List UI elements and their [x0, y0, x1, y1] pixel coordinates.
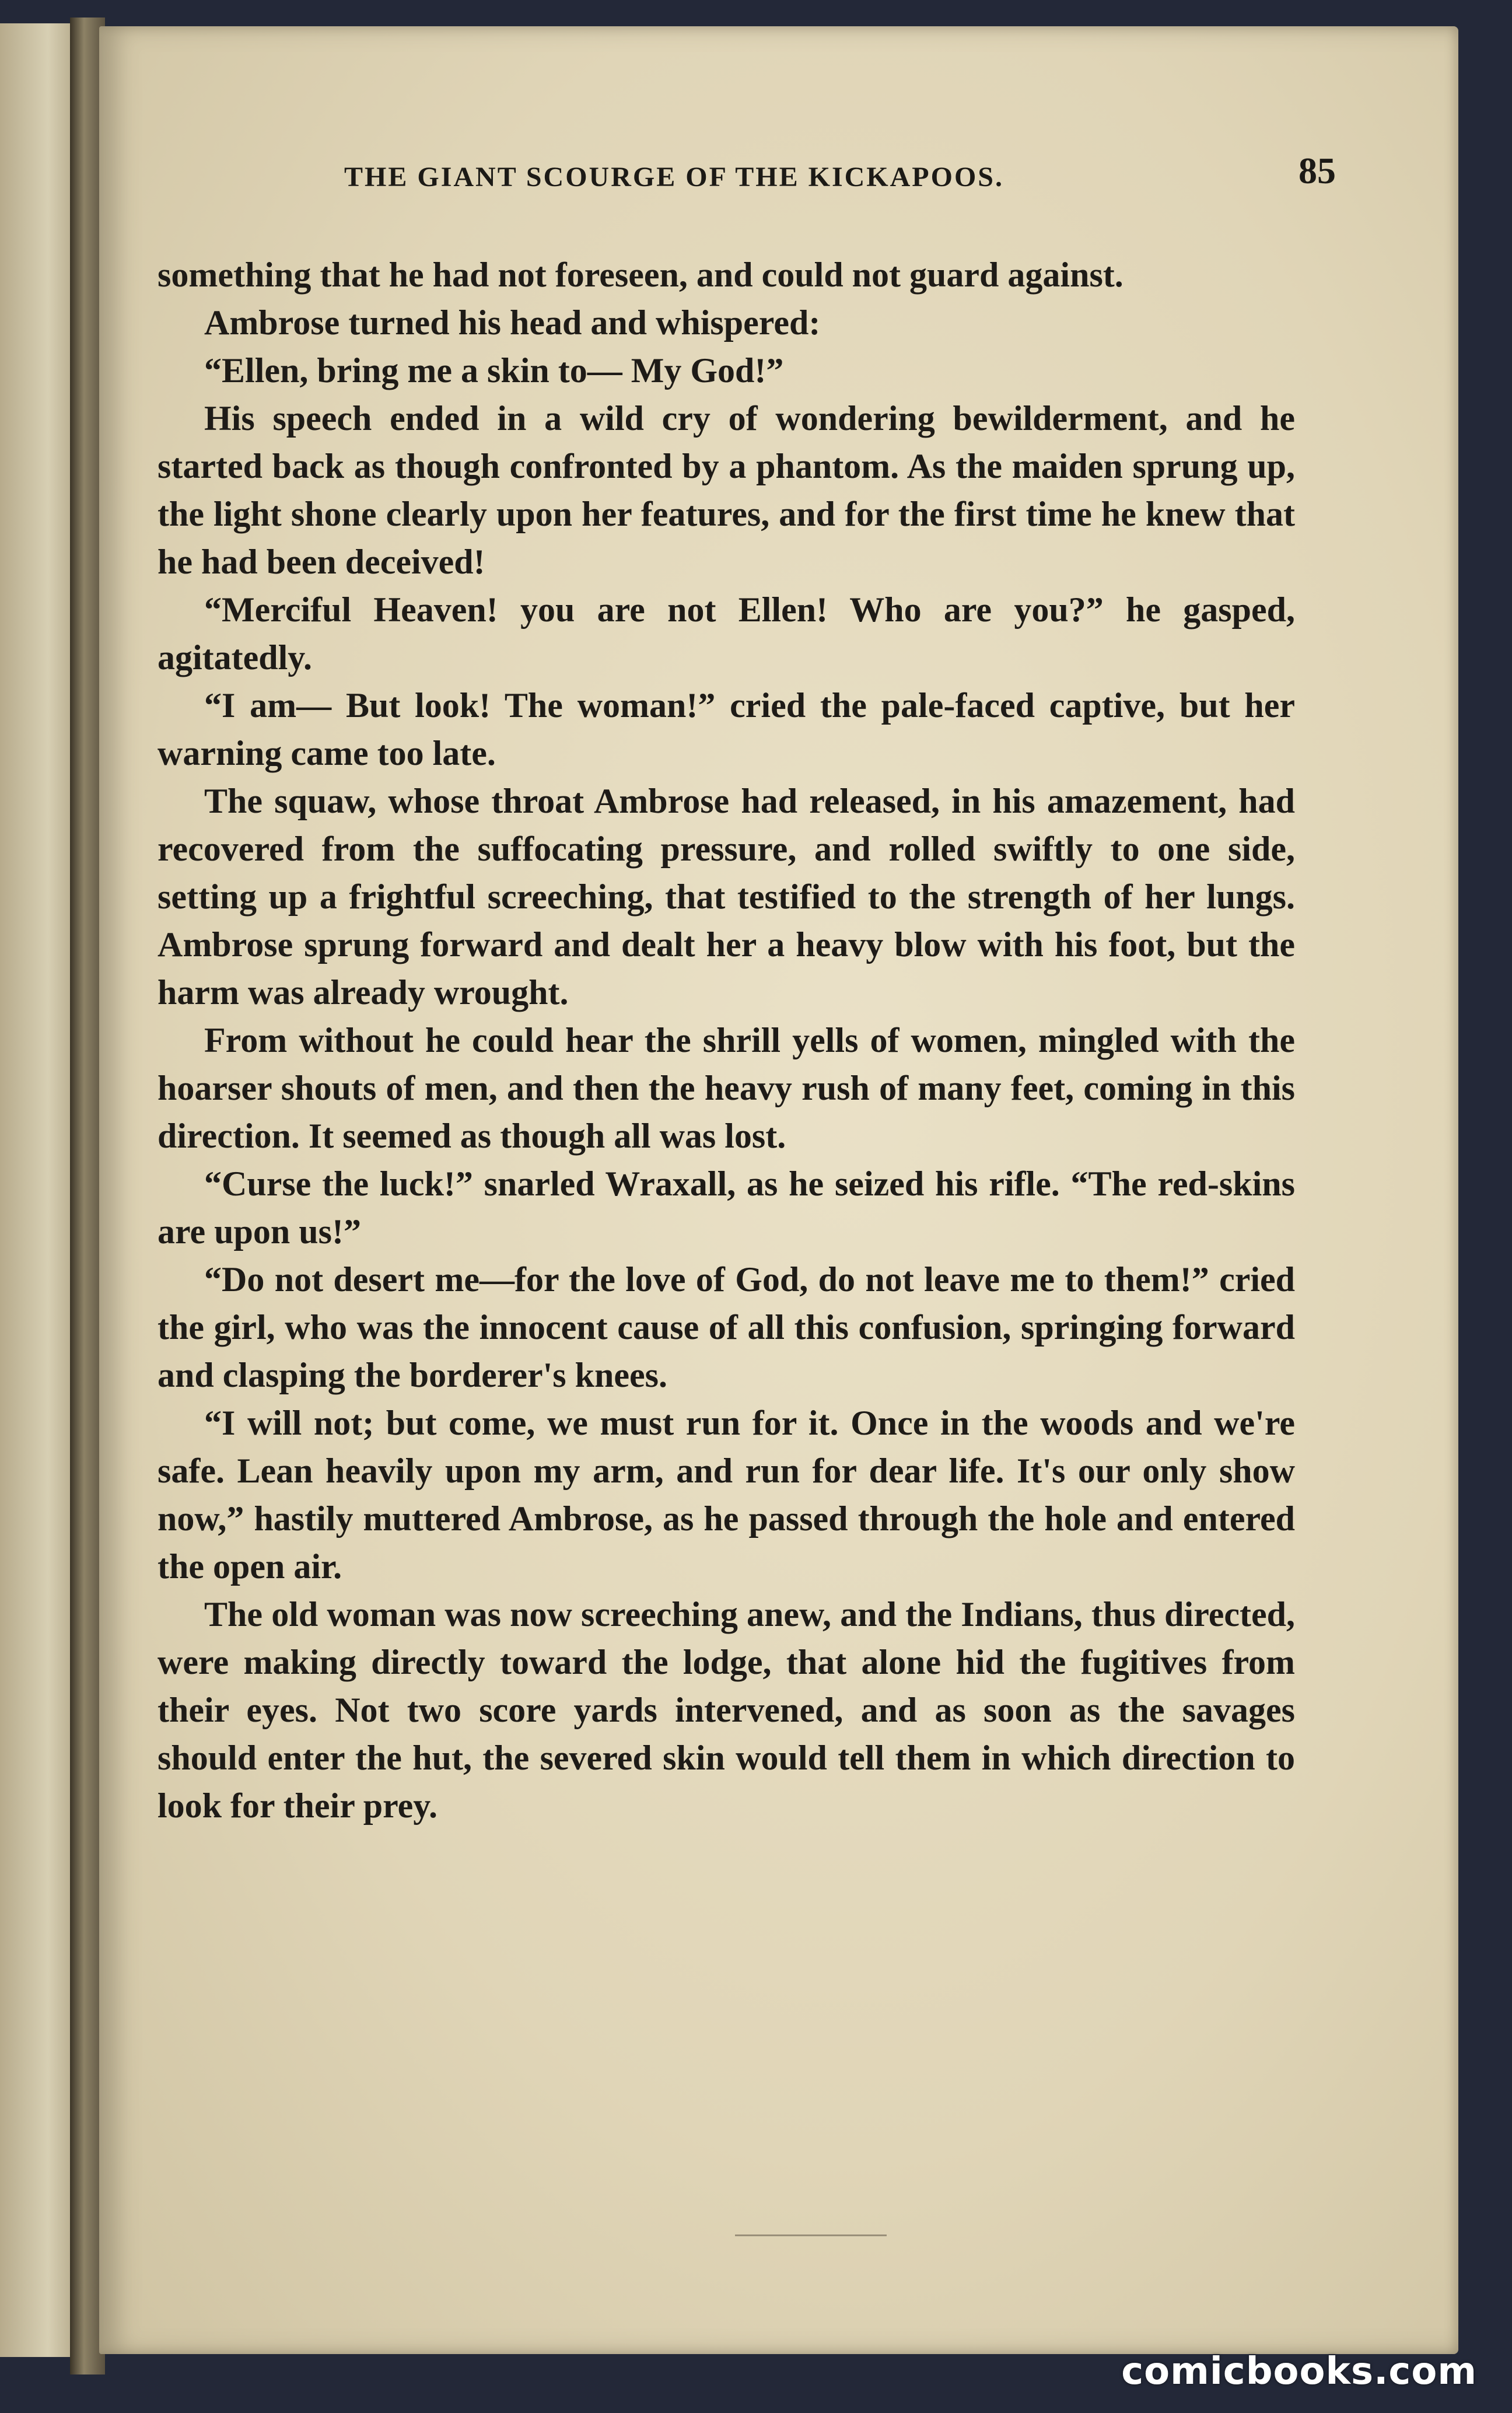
- page-number: 85: [1298, 150, 1336, 191]
- paragraph: “I am— But look! The woman!” cried the pale-faced captive, but her warning came too late.: [158, 686, 1295, 772]
- paragraph: From without he could hear the shrill yells of women, mingled with the hoarser shouts of men, and then the heavy rush of many feet, coming in this direction. It seemed as though all was lost.: [158, 1021, 1295, 1155]
- paragraph: “Merciful Heaven! you are not Ellen! Who are you?” he gasped, agitatedly.: [158, 590, 1295, 677]
- paragraph: “Ellen, bring me a skin to— My God!”: [204, 351, 784, 390]
- paragraph: something that he had not foreseen, and could not guard against.: [158, 256, 1124, 294]
- paragraph: Ambrose turned his head and whispered:: [204, 303, 821, 342]
- paragraph: The old woman was now screeching anew, and the Indians, thus directed, were making directly toward the lodge, that alone hid the fugitives from their eyes. Not two score yards intervened, and as soon as the savages should enter the hut, the severed skin would tell them in which direction to look for their prey.: [158, 1595, 1295, 1825]
- paragraph: The squaw, whose throat Ambrose had released, in his amazement, had recovered from the suffocating pressure, and rolled swiftly to one side, setting up a frightful screeching, that testified to the strength of her lungs. Ambrose sprung forward and dealt her a heavy blow with his foot, but the harm was already wrought.: [158, 782, 1295, 1012]
- paragraph: “I will not; but come, we must run for it. Once in the woods and we're safe. Lean heavily upon my arm, and run for dear life. It's our only show now,” hastily muttered Ambrose, as he passed through the hole and entered the open air.: [158, 1404, 1295, 1586]
- running-title: THE GIANT SCOURGE OF THE KICKAPOOS.: [344, 162, 1004, 193]
- site-watermark: comicbooks.com: [1121, 2350, 1477, 2393]
- paragraph: “Curse the luck!” snarled Wraxall, as he seized his rifle. “The red-skins are upon us!”: [158, 1164, 1295, 1251]
- page-header: [245, 138, 1382, 202]
- page-body: [158, 251, 1295, 1830]
- paragraph: “Do not desert me—for the love of God, do not leave me to them!” cried the girl, who was the innocent cause of all this confusion, springing forward and clasping the borderer's knees.: [158, 1260, 1295, 1394]
- paragraph: His speech ended in a wild cry of wondering bewilderment, and he started back as though confronted by a phantom. As the maiden sprung up, the light shone clearly upon her features, and for the first time he knew that he had been deceived!: [158, 399, 1295, 581]
- closing-rule: [735, 2234, 887, 2236]
